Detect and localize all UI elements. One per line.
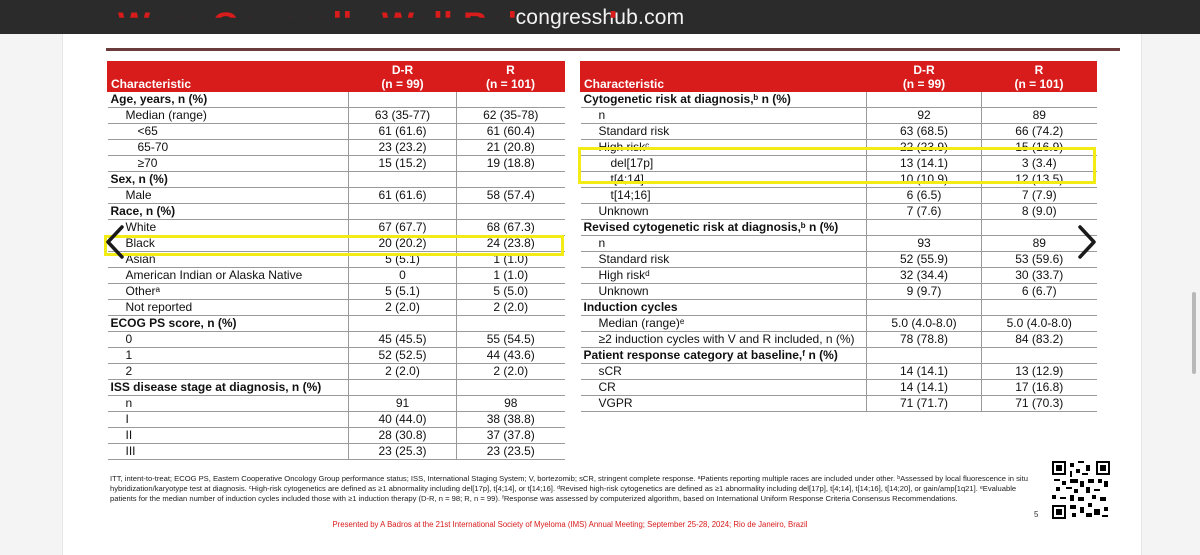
col-header-dr-n: (n = 99) bbox=[381, 76, 424, 91]
next-slide-button[interactable] bbox=[1072, 222, 1102, 262]
dr-value-cell bbox=[349, 380, 457, 396]
row-label: del[17p] bbox=[581, 156, 867, 172]
r-value-cell: 23 (23.5) bbox=[457, 444, 565, 460]
col-header-r-n: (n = 101) bbox=[1014, 76, 1064, 91]
table-row bbox=[108, 156, 565, 172]
row-label: n bbox=[581, 108, 867, 124]
table-row bbox=[581, 204, 1097, 220]
r-value-cell: 30 (33.7) bbox=[982, 268, 1097, 284]
dr-value-cell bbox=[349, 204, 457, 220]
r-value-cell: 17 (16.8) bbox=[982, 380, 1097, 396]
dr-value-cell: 20 (20.2) bbox=[349, 236, 457, 252]
dr-value-cell bbox=[867, 300, 982, 316]
highlight-box-black-race bbox=[104, 235, 564, 256]
dr-value-cell: 6 (6.5) bbox=[867, 188, 982, 204]
row-label: 2 bbox=[108, 364, 349, 380]
row-label: 65-70 bbox=[108, 140, 349, 156]
row-label: Not reported bbox=[108, 300, 349, 316]
row-label: Standard risk bbox=[581, 124, 867, 140]
section-row bbox=[581, 220, 1097, 236]
row-label: t[14;16] bbox=[581, 188, 867, 204]
r-value-cell: 2 (2.0) bbox=[457, 300, 565, 316]
table-row bbox=[108, 364, 565, 380]
row-label: t[4;14] bbox=[581, 172, 867, 188]
dr-value-cell: 23 (23.2) bbox=[349, 140, 457, 156]
table-row bbox=[108, 108, 565, 124]
section-label: Patient response category at baseline,ᶠ n (%) bbox=[581, 348, 867, 364]
table-row bbox=[108, 268, 565, 284]
dr-value-cell bbox=[349, 316, 457, 332]
row-label: Standard risk bbox=[581, 252, 867, 268]
dr-value-cell: 61 (61.6) bbox=[349, 188, 457, 204]
dr-value-cell: 14 (14.1) bbox=[867, 380, 982, 396]
dr-value-cell: 63 (68.5) bbox=[867, 124, 982, 140]
dr-value-cell: 52 (55.9) bbox=[867, 252, 982, 268]
row-label: CR bbox=[581, 380, 867, 396]
table-row bbox=[108, 300, 565, 316]
r-value-cell: 98 bbox=[457, 396, 565, 412]
r-value-cell: 38 (38.8) bbox=[457, 412, 565, 428]
r-value-cell bbox=[457, 92, 565, 108]
r-value-cell bbox=[457, 380, 565, 396]
left-margin bbox=[0, 34, 62, 555]
table-row bbox=[108, 284, 565, 300]
dr-value-cell: 92 bbox=[867, 108, 982, 124]
row-label: Black bbox=[108, 236, 349, 252]
table-row bbox=[581, 284, 1097, 300]
title-rule bbox=[106, 48, 1120, 51]
r-value-cell bbox=[982, 92, 1097, 108]
presented-by-text: Presented by A Badros at the 21st International Society of Myeloma (IMS) Annual Meeting; September 25-28, 2024; Rio de Janeiro, Brazil bbox=[332, 520, 808, 529]
r-value-cell bbox=[982, 348, 1097, 364]
col-header-r-label: R bbox=[506, 62, 515, 77]
table-row bbox=[581, 268, 1097, 284]
table-row bbox=[108, 220, 565, 236]
dr-value-cell: 52 (52.5) bbox=[349, 348, 457, 364]
dr-value-cell bbox=[867, 92, 982, 108]
r-value-cell: 6 (6.7) bbox=[982, 284, 1097, 300]
col-header-r-label: R bbox=[1034, 62, 1044, 77]
row-label: I bbox=[108, 412, 349, 428]
dr-value-cell: 2 (2.0) bbox=[349, 364, 457, 380]
footnote-text: ITT, intent-to-treat; ECOG PS, Eastern Cooperative Oncology Group performance status; ISS, International Staging System; V, bortezomib; sCR, stringent complete response. ᵃPatients reporting multiple races are included under other. ᵇAssessed by local fluorescence in situ hybridization/karyotype test at diagnosis. ᶜHigh-risk cytogenetics are defined as ≥1 abnormality including del[17p], t[4;14], or t[14;16]. ᵈRevised high-risk cytogenetics are defined as ≥1 abnormality including del[17p], t[4;14], t[14;16], t[14;20], or gain/amp[1q21]. ᵉEvaluable patients for the median number of induction cycles included those with ≥1 induction therapy (D-R, n = 98; R, n = 99). ᶠResponse was assessed by computerized algorithm, based on International Uniform Response Criteria Consensus Recommendations. bbox=[110, 474, 1028, 503]
dr-value-cell: 63 (35-77) bbox=[349, 108, 457, 124]
dr-value-cell bbox=[349, 92, 457, 108]
row-label: Unknown bbox=[581, 204, 867, 220]
dr-value-cell bbox=[349, 172, 457, 188]
dr-value-cell: 7 (7.6) bbox=[867, 204, 982, 220]
row-label: Male bbox=[108, 188, 349, 204]
section-row bbox=[108, 204, 565, 220]
dr-value-cell bbox=[867, 348, 982, 364]
r-value-cell: 55 (54.5) bbox=[457, 332, 565, 348]
r-value-cell: 8 (9.0) bbox=[982, 204, 1097, 220]
r-value-cell: 68 (67.3) bbox=[457, 220, 565, 236]
r-value-cell: 71 (70.3) bbox=[982, 396, 1097, 412]
col-header-dr bbox=[349, 62, 457, 92]
r-value-cell: 5 (5.0) bbox=[457, 284, 565, 300]
chevron-left-icon bbox=[100, 222, 130, 262]
col-header-r bbox=[982, 62, 1097, 92]
dr-value-cell: 91 bbox=[349, 396, 457, 412]
dr-value-cell: 28 (30.8) bbox=[349, 428, 457, 444]
row-label: Median (range) bbox=[108, 108, 349, 124]
col-header-r bbox=[457, 62, 565, 92]
r-value-cell: 5.0 (4.0-8.0) bbox=[982, 316, 1097, 332]
r-value-cell: 21 (20.8) bbox=[457, 140, 565, 156]
right-margin bbox=[1140, 34, 1200, 555]
table-row bbox=[581, 332, 1097, 348]
table-row bbox=[108, 412, 565, 428]
table-row bbox=[108, 428, 565, 444]
row-label: Median (range)ᵉ bbox=[581, 316, 867, 332]
table-row bbox=[581, 236, 1097, 252]
row-label: VGPR bbox=[581, 396, 867, 412]
dr-value-cell: 0 bbox=[349, 268, 457, 284]
qr-code-icon bbox=[1052, 461, 1110, 519]
section-label: Sex, n (%) bbox=[108, 172, 349, 188]
dr-value-cell: 32 (34.4) bbox=[867, 268, 982, 284]
dr-value-cell: 5 (5.1) bbox=[349, 284, 457, 300]
row-label: High riskᵈ bbox=[581, 268, 867, 284]
dr-value-cell: 15 (15.2) bbox=[349, 156, 457, 172]
col-header-r-n: (n = 101) bbox=[485, 76, 536, 91]
chevron-right-icon bbox=[1072, 222, 1102, 262]
dr-value-cell: 5.0 (4.0-8.0) bbox=[867, 316, 982, 332]
r-value-cell: 61 (60.4) bbox=[457, 124, 565, 140]
r-value-cell: 15 (16.9) bbox=[982, 140, 1097, 156]
row-label: <65 bbox=[108, 124, 349, 140]
section-row bbox=[108, 92, 565, 108]
table-row bbox=[108, 140, 565, 156]
r-value-cell: 84 (83.2) bbox=[982, 332, 1097, 348]
table-row bbox=[108, 444, 565, 460]
section-row bbox=[108, 316, 565, 332]
r-value-cell: 3 (3.4) bbox=[982, 156, 1097, 172]
r-value-cell bbox=[457, 172, 565, 188]
highlight-box-high-risk bbox=[578, 147, 1096, 184]
col-header-dr bbox=[867, 62, 982, 92]
row-label: ≥70 bbox=[108, 156, 349, 172]
url-text[interactable]: congresshub.com bbox=[515, 6, 685, 29]
r-value-cell: 7 (7.9) bbox=[982, 188, 1097, 204]
r-value-cell: 12 (13.5) bbox=[982, 172, 1097, 188]
dr-value-cell: 45 (45.5) bbox=[349, 332, 457, 348]
row-label: n bbox=[581, 236, 867, 252]
col-header-dr-label: D-R bbox=[391, 62, 414, 77]
table-row bbox=[581, 396, 1097, 412]
dr-value-cell: 9 (9.7) bbox=[867, 284, 982, 300]
r-value-cell: 2 (2.0) bbox=[457, 364, 565, 380]
row-label: ≥2 induction cycles with V and R included, n (%) bbox=[581, 332, 867, 348]
table-row bbox=[581, 252, 1097, 268]
section-row bbox=[108, 380, 565, 396]
section-label: ISS disease stage at diagnosis, n (%) bbox=[108, 380, 349, 396]
col-header-dr-n: (n = 99) bbox=[902, 76, 946, 91]
r-value-cell bbox=[982, 300, 1097, 316]
dr-value-cell: 2 (2.0) bbox=[349, 300, 457, 316]
section-label: Induction cycles bbox=[581, 300, 867, 316]
dr-value-cell: 71 (71.7) bbox=[867, 396, 982, 412]
col-header-characteristic: Characteristic bbox=[581, 62, 867, 92]
table-row bbox=[108, 332, 565, 348]
baseline-table-right bbox=[580, 61, 1097, 412]
r-value-cell: 89 bbox=[982, 236, 1097, 252]
r-value-cell bbox=[457, 204, 565, 220]
row-label: sCR bbox=[581, 364, 867, 380]
dr-value-cell: 40 (44.0) bbox=[349, 412, 457, 428]
scrollbar-thumb[interactable] bbox=[1192, 292, 1196, 374]
section-row bbox=[581, 92, 1097, 108]
row-label: 0 bbox=[108, 332, 349, 348]
row-label: Unknown bbox=[581, 284, 867, 300]
r-value-cell: 53 (59.6) bbox=[982, 252, 1097, 268]
table-row bbox=[581, 364, 1097, 380]
dr-value-cell: 23 (25.3) bbox=[349, 444, 457, 460]
section-label: ECOG PS score, n (%) bbox=[108, 316, 349, 332]
section-label: Cytogenetic risk at diagnosis,ᵇ n (%) bbox=[581, 92, 867, 108]
section-label: Race, n (%) bbox=[108, 204, 349, 220]
table-row bbox=[108, 188, 565, 204]
row-label: II bbox=[108, 428, 349, 444]
row-label: III bbox=[108, 444, 349, 460]
table-row bbox=[108, 124, 565, 140]
row-label: Asian bbox=[108, 252, 349, 268]
header-row bbox=[581, 62, 1097, 92]
row-label: American Indian or Alaska Native bbox=[108, 268, 349, 284]
r-value-cell: 19 (18.8) bbox=[457, 156, 565, 172]
dr-value-cell: 93 bbox=[867, 236, 982, 252]
table-row bbox=[581, 124, 1097, 140]
dr-value-cell: 13 (14.1) bbox=[867, 156, 982, 172]
section-row bbox=[581, 348, 1097, 364]
dr-value-cell: 10 (10.9) bbox=[867, 172, 982, 188]
table-row bbox=[108, 396, 565, 412]
row-label: High riskᶜ bbox=[581, 140, 867, 156]
section-row bbox=[581, 300, 1097, 316]
r-value-cell: 1 (1.0) bbox=[457, 252, 565, 268]
dr-value-cell: 14 (14.1) bbox=[867, 364, 982, 380]
r-value-cell: 1 (1.0) bbox=[457, 268, 565, 284]
r-value-cell: 37 (37.8) bbox=[457, 428, 565, 444]
r-value-cell bbox=[457, 316, 565, 332]
table-row bbox=[581, 380, 1097, 396]
section-label: Revised cytogenetic risk at diagnosis,ᵇ n (%) bbox=[581, 220, 867, 236]
r-value-cell: 62 (35-78) bbox=[457, 108, 565, 124]
r-value-cell: 58 (57.4) bbox=[457, 188, 565, 204]
r-value-cell: 89 bbox=[982, 108, 1097, 124]
table-row bbox=[581, 316, 1097, 332]
r-value-cell: 66 (74.2) bbox=[982, 124, 1097, 140]
table-row bbox=[581, 188, 1097, 204]
section-row bbox=[108, 172, 565, 188]
row-label: 1 bbox=[108, 348, 349, 364]
r-value-cell: 24 (23.8) bbox=[457, 236, 565, 252]
r-value-cell: 44 (43.6) bbox=[457, 348, 565, 364]
row-label: White bbox=[108, 220, 349, 236]
row-label: Otherᵃ bbox=[108, 284, 349, 300]
col-header-characteristic: Characteristic bbox=[108, 62, 349, 92]
row-label: n bbox=[108, 396, 349, 412]
header-row bbox=[108, 62, 565, 92]
col-header-dr-label: D-R bbox=[913, 62, 935, 77]
dr-value-cell bbox=[867, 220, 982, 236]
r-value-cell: 13 (12.9) bbox=[982, 364, 1097, 380]
baseline-table-left bbox=[107, 61, 565, 460]
page-number: 5 bbox=[1034, 510, 1039, 519]
table-row bbox=[108, 348, 565, 364]
dr-value-cell: 78 (78.8) bbox=[867, 332, 982, 348]
section-label: Age, years, n (%) bbox=[108, 92, 349, 108]
dr-value-cell: 5 (5.1) bbox=[349, 252, 457, 268]
dr-value-cell: 67 (67.7) bbox=[349, 220, 457, 236]
dr-value-cell: 22 (23.9) bbox=[867, 140, 982, 156]
dr-value-cell: 61 (61.6) bbox=[349, 124, 457, 140]
table-row bbox=[581, 108, 1097, 124]
prev-slide-button[interactable] bbox=[100, 222, 130, 262]
